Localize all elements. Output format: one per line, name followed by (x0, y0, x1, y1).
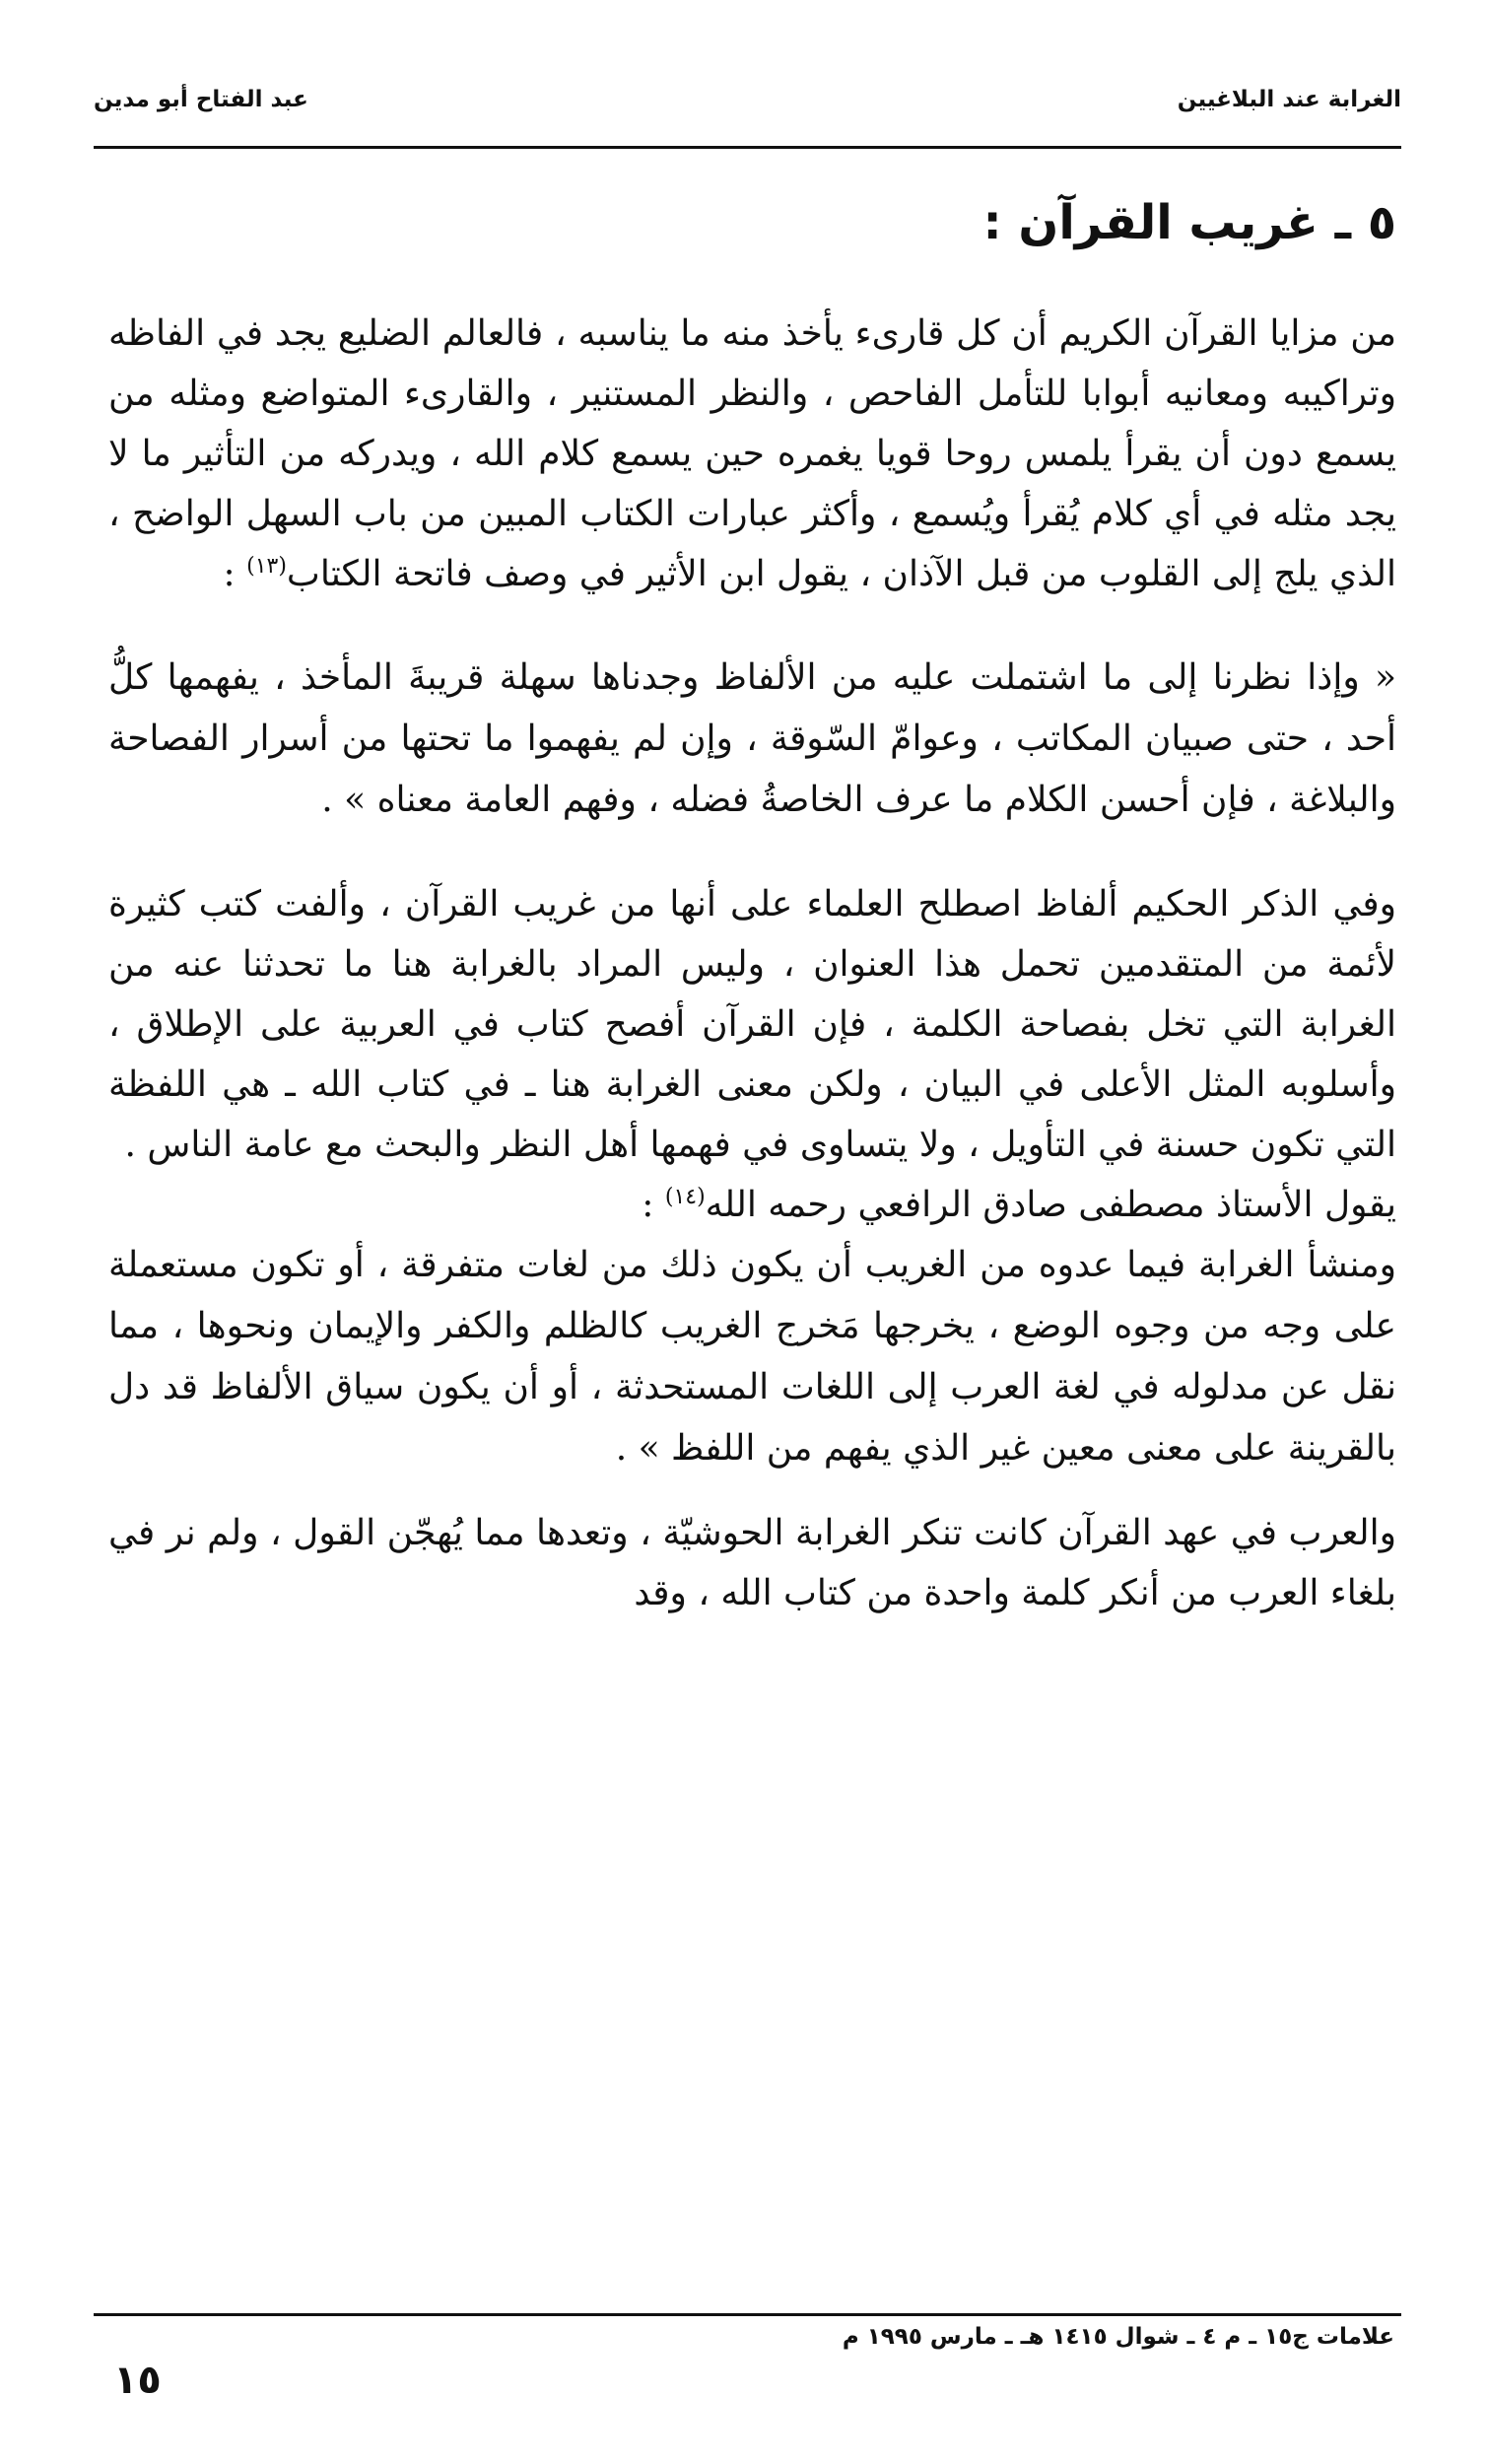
quotation-1: « وإذا نظرنا إلى ما اشتملت عليه من الألفاظ وجدناها سهلة قريبةَ المأخذ ، يفهمها كلُّ أحد ، حتى صبيان المكاتب ، وعوامّ السّوقة ، وإن لم يفهموا ما تحتها من أسرار الفصاحة والبلاغة ، فإن أحسن الكلام ما عرف الخاصةُ فضله ، وفهم العامة معناه » . (108, 657, 1396, 820)
page-number: ١٥ (113, 2358, 162, 2403)
section-heading: ٥ ـ غريب القرآن : (982, 195, 1396, 250)
paragraph-1-text: من مزايا القرآن الكريم أن كل قارىء يأخذ منه ما يناسبه ، فالعالم الضليع يجد في الفاظه وتراكيبه ومعانيه أبوابا للتأمل الفاحص ، والنظر المستنير ، والقارىء المتواضع ومثله من يسمع دون أن يقرأ يلمس روحا قويا يغمره حين يسمع كلام الله ، ويدركه من التأثير ما لا يجد مثله في أي كلام يُقرأ ويُسمع ، وأكثر عبارات الكتاب المبين من باب السهل الواضح ، الذي يلج إلى القلوب من قبل الآذان ، يقول ابن الأثير في وصف فاتحة الكتاب (108, 313, 1396, 594)
author-name: عبد الفتاح أبو مدين (94, 87, 308, 112)
issue-info: علامات ج١٥ ـ م ٤ ـ شوال ١٤١٥ هـ ـ مارس ١٩٩٥ م (842, 2324, 1394, 2350)
paragraph-1-end: : (223, 554, 247, 594)
paragraph-1 (108, 304, 1396, 604)
footer-rule (94, 2313, 1401, 2316)
quotation-2: ومنشأ الغرابة فيما عدوه من الغريب أن يكون ذلك من لغات متفرقة ، أو تكون مستعملة على وجه من وجوه الوضع ، يخرجها مَخرج الغريب كالظلم والكفر والإيمان ونحوها ، مما نقل عن مدلوله في لغة العرب إلى اللغات المستحدثة ، أو أن يكون سياق الألفاظ قد دل بالقرينة على معنى معين غير الذي يفهم من اللفظ » . (108, 1245, 1397, 1469)
paragraph-2: وفي الذكر الحكيم ألفاظ اصطلح العلماء على أنها من غريب القرآن ، وألفت كتب كثيرة لأئمة من المتقدمين تحمل هذا العنوان ، وليس المراد بالغرابة هنا ما تحدثنا عنه من الغرابة التي تخل بفصاحة الكلمة ، فإن القرآن أفصح كتاب في العربية على الإطلاق ، وأسلوبه المثل الأعلى في البيان ، ولكن معنى الغرابة هنا ـ في كتاب الله ـ هي اللفظة التي تكون حسنة في التأويل ، ولا يتساوى في فهمها أهل النظر والبحث مع عامة الناس . (108, 884, 1396, 1165)
running-header (94, 87, 1401, 146)
paragraph-3-end: : (642, 1185, 665, 1225)
journal-title: الغرابة عند البلاغيين (1177, 87, 1401, 112)
footnote-ref-14: (١٤) (664, 1185, 706, 1209)
paragraph-3 (108, 1175, 1396, 1235)
footnote-ref-13: (١٣) (246, 554, 287, 579)
header-rule (94, 146, 1401, 149)
paragraph-3-text: يقول الأستاذ مصطفى صادق الرافعي رحمه الله (705, 1185, 1396, 1225)
paragraph-4: والعرب في عهد القرآن كانت تنكر الغرابة الحوشيّة ، وتعدها مما يُهجّن القول ، ولم نر في بلغاء العرب من أنكر كلمة واحدة من كتاب الله ، وقد (108, 1513, 1396, 1613)
page-content (108, 175, 1396, 1623)
